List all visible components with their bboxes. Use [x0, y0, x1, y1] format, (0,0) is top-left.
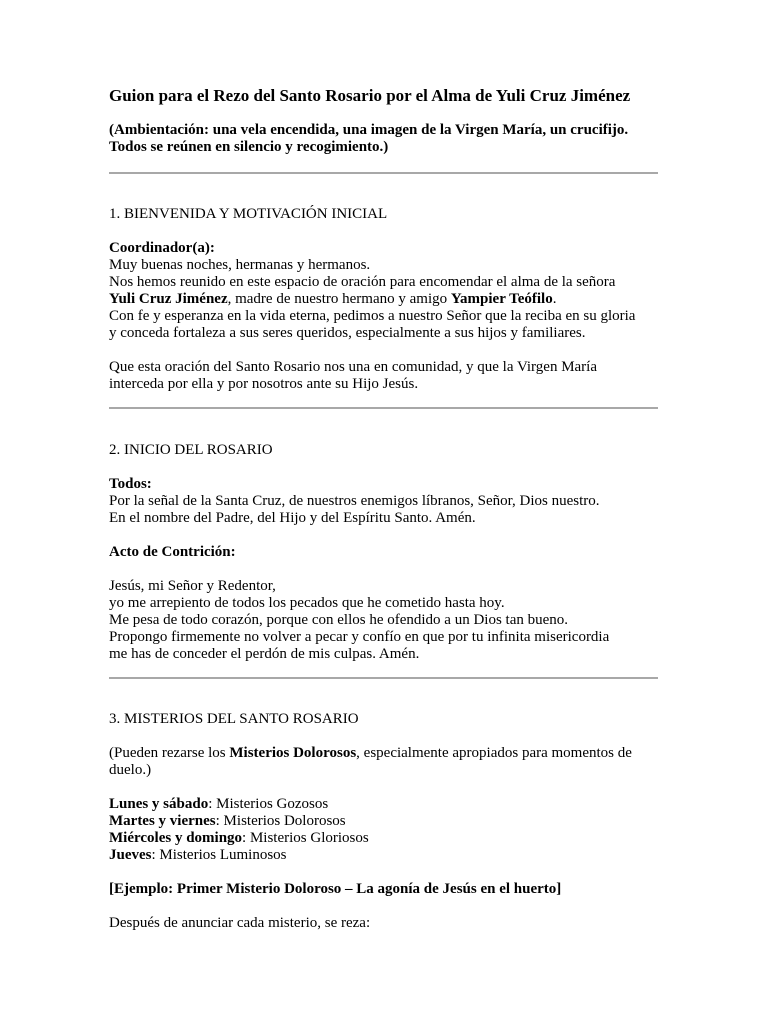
section-2-line-1: Por la señal de la Santa Cruz, de nuestros enemigos líbranos, Señor, Dios nuestro. — [109, 493, 600, 509]
section-1-line-7: interceda por ella y por nosotros ante su Hijo Jesús. — [109, 376, 419, 392]
despues-line: Después de anunciar cada misterio, se reza: — [109, 915, 371, 931]
section-2-heading: 2. INICIO DEL ROSARIO — [109, 442, 273, 458]
section-2-line-2: En el nombre del Padre, del Hijo y del Espíritu Santo. Amén. — [109, 510, 476, 526]
day-row — [109, 847, 287, 864]
ejemplo-line: [Ejemplo: Primer Misterio Doloroso – La agonía de Jesús en el huerto] — [109, 881, 562, 897]
section-1-line-3 — [109, 291, 556, 308]
intro-pre: (Pueden rezarse los — [109, 745, 230, 761]
acto-line-1: Jesús, mi Señor y Redentor, — [109, 578, 276, 594]
section-1-line-2: Nos hemos reunido en este espacio de oración para encomendar el alma de la señora — [109, 274, 616, 290]
divider — [109, 677, 658, 679]
day-name: Martes y viernes — [109, 813, 216, 829]
intro-bold: Misterios Dolorosos — [229, 745, 357, 761]
intro-post: , especialmente apropiados para momentos de — [356, 745, 632, 761]
section-3-intro — [109, 745, 632, 762]
section-3-heading: 3. MISTERIOS DEL SANTO ROSARIO — [109, 711, 359, 727]
day-name: Jueves — [109, 847, 152, 863]
section-3-intro-line-2: duelo.) — [109, 762, 152, 778]
day-row — [109, 813, 346, 830]
son-name: Yampier Teófilo — [450, 291, 553, 307]
deceased-name: Yuli Cruz Jiménez — [109, 291, 228, 307]
section-1-line-3-mid: , madre de nuestro hermano y amigo — [227, 291, 451, 307]
day-mystery: : Misterios Gozosos — [208, 796, 329, 812]
acto-line-4: Propongo firmemente no volver a pecar y confío en que por tu infinita misericordia — [109, 629, 610, 645]
day-mystery: : Misterios Luminosos — [151, 847, 287, 863]
acto-line-2: yo me arrepiento de todos los pecados que he cometido hasta hoy. — [109, 595, 505, 611]
ambientacion-line-1: (Ambientación: una vela encendida, una imagen de la Virgen María, un crucifijo. — [109, 122, 629, 138]
day-mystery: : Misterios Gloriosos — [242, 830, 369, 846]
section-1-line-5: y conceda fortaleza a sus seres queridos, especialmente a sus hijos y familiares. — [109, 325, 586, 341]
day-row — [109, 796, 328, 813]
acto-heading: Acto de Contrición: — [109, 544, 236, 560]
divider — [109, 172, 658, 174]
section-1-line-1: Muy buenas noches, hermanas y hermanos. — [109, 257, 371, 273]
section-1-line-6: Que esta oración del Santo Rosario nos una en comunidad, y que la Virgen María — [109, 359, 598, 375]
section-1-heading: 1. BIENVENIDA Y MOTIVACIÓN INICIAL — [109, 206, 388, 222]
divider — [109, 407, 658, 409]
day-mystery: : Misterios Dolorosos — [215, 813, 346, 829]
day-row — [109, 830, 369, 847]
section-2-speaker: Todos: — [109, 476, 152, 492]
day-name: Lunes y sábado — [109, 796, 209, 812]
day-name: Miércoles y domingo — [109, 830, 243, 846]
section-1-line-3-end: . — [552, 291, 557, 307]
document-title: Guion para el Rezo del Santo Rosario por el Alma de Yuli Cruz Jiménez — [109, 86, 631, 105]
acto-line-5: me has de conceder el perdón de mis culpas. Amén. — [109, 646, 420, 662]
section-1-line-4: Con fe y esperanza en la vida eterna, pedimos a nuestro Señor que la reciba en su gloria — [109, 308, 636, 324]
section-1-speaker: Coordinador(a): — [109, 240, 215, 256]
acto-line-3: Me pesa de todo corazón, porque con ellos he ofendido a un Dios tan bueno. — [109, 612, 569, 628]
ambientacion-line-2: Todos se reúnen en silencio y recogimiento.) — [109, 139, 389, 155]
